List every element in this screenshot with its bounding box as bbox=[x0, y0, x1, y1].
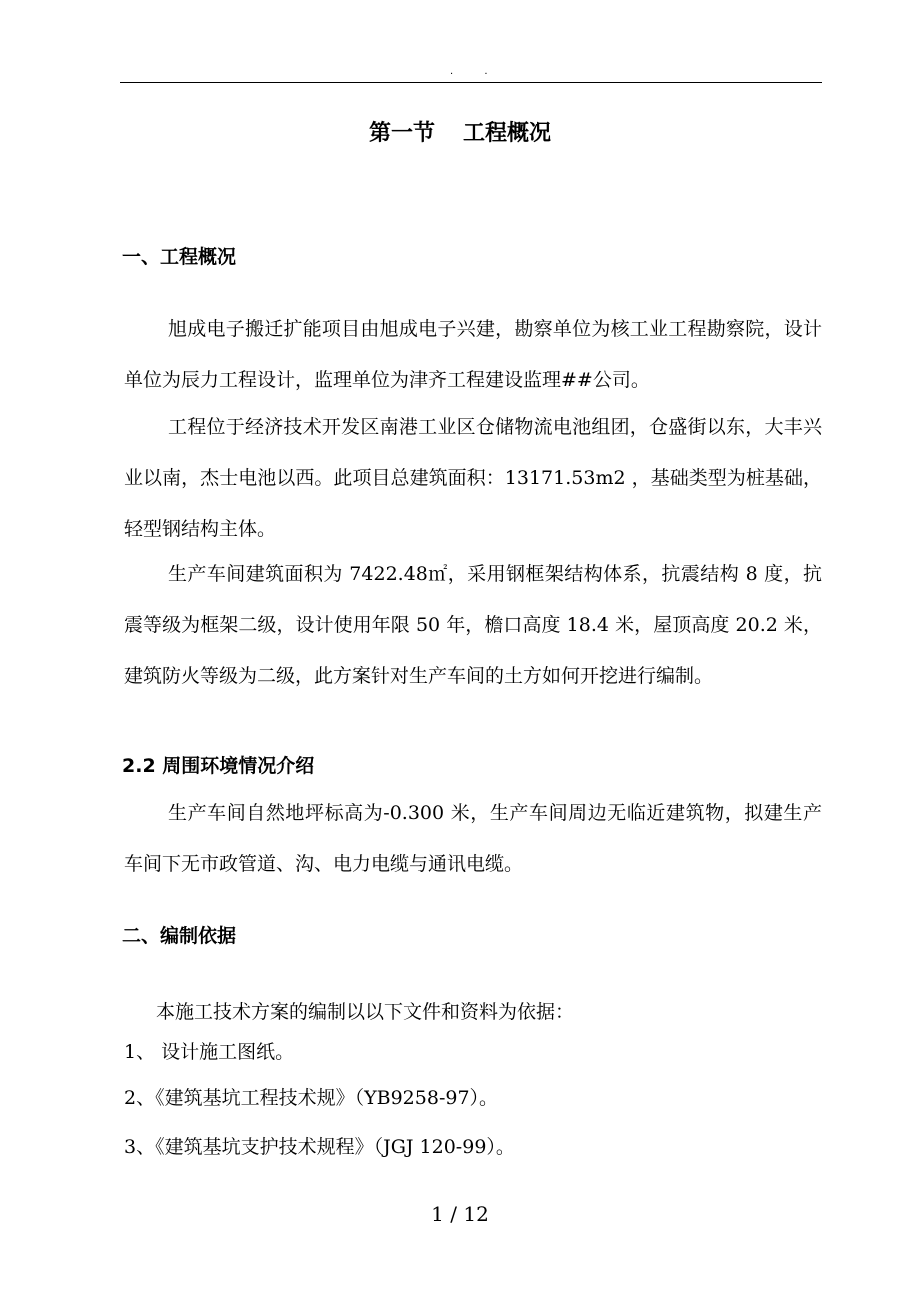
page-number: 1 / 12 bbox=[431, 1202, 489, 1226]
header-rule bbox=[120, 82, 822, 83]
paragraph-surroundings: 生产车间自然地坪标高为-0.300 米，生产车间周边无临近建筑物，拟建生产车间下无市政管道、沟、电力电缆与通讯电缆。 bbox=[124, 802, 822, 875]
list-item: 2、《建筑基坑工程技术规》（YB9258-97）。 bbox=[124, 1087, 499, 1109]
list-item: 3、《建筑基坑支护技术规程》（JGJ 120-99）。 bbox=[124, 1136, 515, 1158]
paragraph-project-location: 工程位于经济技术开发区南港工业区仓储物流电池组团，仓盛街以东，大丰兴业以南，杰士电池以西。此项目总建筑面积：13171.53m2 ，基础类型为桩基础，轻型钢结构主体。 bbox=[124, 416, 822, 540]
page-title bbox=[0, 118, 920, 150]
paragraph-project-parties: 旭成电子搬迁扩能项目由旭成电子兴建，勘察单位为核工业工程勘察院，设计单位为辰力工程设计，监理单位为津齐工程建设监理##公司。 bbox=[124, 318, 822, 391]
heading-surroundings: 2.2 周围环境情况介绍 bbox=[122, 755, 315, 777]
header-marks: . . bbox=[450, 66, 502, 77]
heading-project-overview: 一、工程概况 bbox=[122, 246, 237, 268]
heading-basis: 二、编制依据 bbox=[122, 925, 237, 947]
title-main: 工程概况 bbox=[463, 121, 552, 146]
paragraph-basis-intro: 本施工技术方案的编制以以下文件和资料为依据： bbox=[156, 1001, 575, 1023]
title-prefix: 第一节 bbox=[368, 121, 435, 146]
paragraph-workshop-specs: 生产车间建筑面积为 7422.48㎡，采用钢框架结构体系，抗震结构 8 度，抗震等级为框架二级，设计使用年限 50 年，檐口高度 18.4 米，屋顶高度 20.2 米，建筑防火等级为二级，此方案针对生产车间的土方如何开挖进行编制。 bbox=[124, 563, 822, 687]
list-item: 1、 设计施工图纸。 bbox=[124, 1041, 295, 1063]
